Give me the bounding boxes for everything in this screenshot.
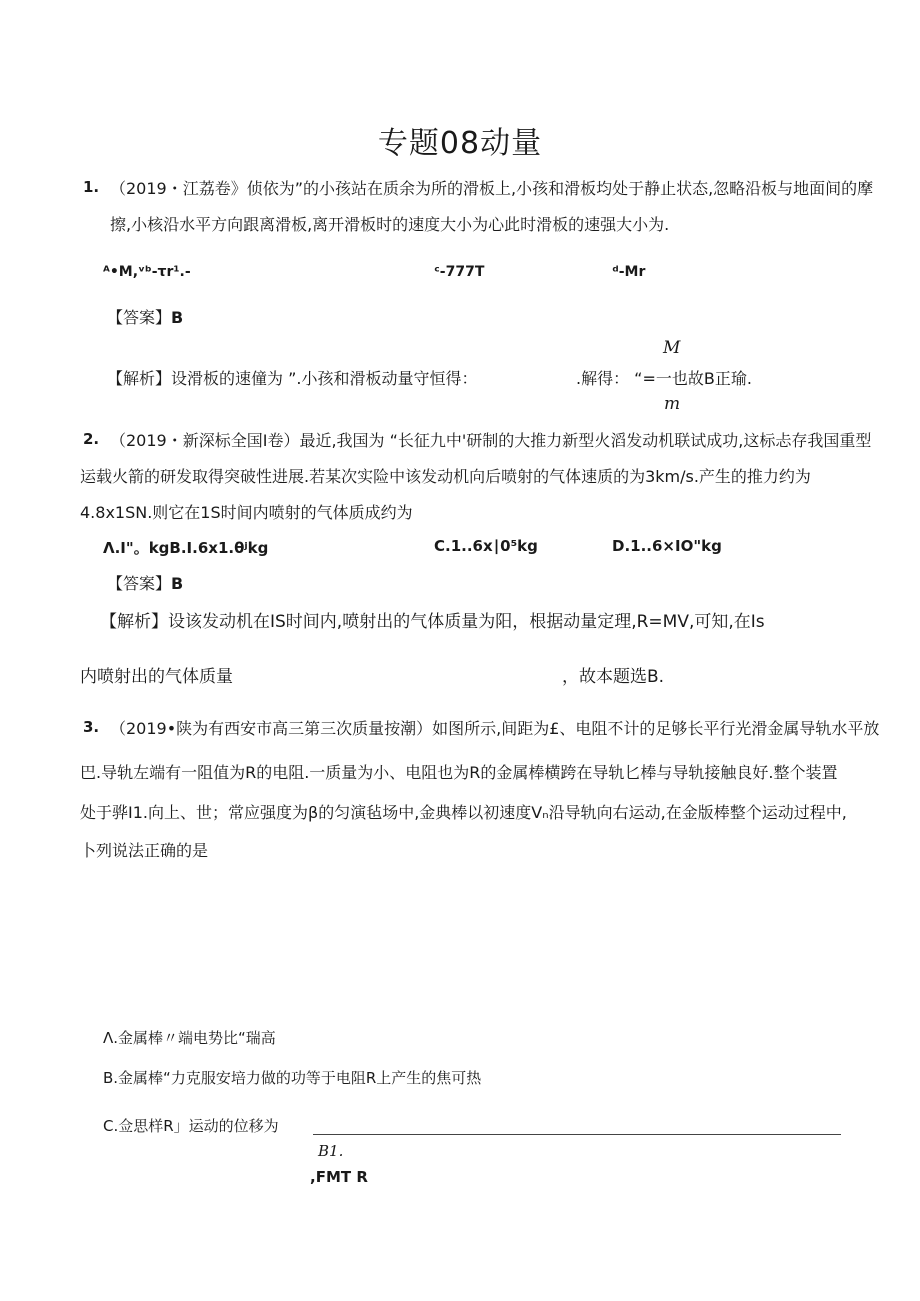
analysis-text: 设滑板的速僮为 ”.小孩和滑板动量守恒得： [171, 369, 478, 388]
analysis-label: 【解析】 [100, 612, 168, 632]
answer-value: B [171, 574, 184, 593]
question-1-analysis-tail: .解得： “=一也故B正瑜. [576, 369, 752, 388]
answer-value: B [171, 308, 184, 327]
question-2-analysis [100, 607, 765, 632]
question-2-option-d: D.1..6×IO"kg [612, 537, 722, 555]
question-3-line-2: 巴.导轨左端有一阻值为R的电阻.一质量为小、电阻也为R的金属棒横跨在导轨匕棒与导轨接触良好.整个装置 [80, 763, 838, 782]
question-1-options-ab: ᴬ•M,ᵛᵇ-τr¹.- [103, 264, 191, 280]
question-1-fraction-denominator: m [664, 394, 681, 414]
question-1-analysis [107, 366, 477, 389]
question-1-answer [107, 305, 183, 328]
question-3-line-4: 卜列说法正确的是 [80, 841, 209, 860]
question-1-line-2: 擦,小核沿水平方向跟离滑板,离开滑板时的速度大小为心此时滑板的速强大小为. [110, 215, 670, 234]
question-2-analysis-tail: ，故本题选B. [562, 667, 665, 687]
question-2-options-ab: Λ.I"。kgB.I.6x1.θʲkg [103, 539, 269, 557]
fraction-bar [313, 1134, 841, 1135]
answer-label: 【答案】 [107, 308, 172, 327]
question-3-number: 3. [83, 718, 100, 736]
question-2-answer [107, 571, 183, 594]
question-3-option-b: B.金属棒“力克服安培力做的功等于电阻R上产生的焦可热 [103, 1069, 482, 1087]
question-2-line-3: 4.8x1SN.则它在1S时间内喷射的气体质成约为 [80, 503, 413, 522]
question-3-fraction-numerator: B1. [318, 1142, 344, 1160]
question-2-line-1: （2019・新深标全国I卷）最近,我国为 “长征九中'研制的大推力新型火滔发动机联试成功,这标忐存我国重型 [110, 431, 872, 450]
answer-label: 【答案】 [107, 574, 172, 593]
question-1-fraction-numerator: M [663, 338, 681, 358]
question-3-option-c: C.佥思样R」运动的位移为 [103, 1117, 279, 1135]
question-2-analysis-line-2: 内喷射出的气体质量 [80, 667, 233, 687]
question-1-option-c: ᶜ-777T [434, 264, 485, 280]
page-title: 专题08动量 [377, 126, 543, 161]
question-3-line-1: （2019•陕为有西安市高三第三次质量按潮）如图所示,间距为£、电阻不计的足够长平行光滑金属导轨水平放 [110, 719, 880, 738]
analysis-text: 设该发动机在IS时间内,喷射出的气体质量为阳，根据动量定理,R=MV,可知,在Is [168, 612, 765, 632]
question-3-fraction-denominator: ,FMT R [310, 1168, 368, 1186]
question-3-option-a: Λ.金属棒〃端电势比“瑞高 [103, 1029, 276, 1047]
question-2-number: 2. [83, 430, 100, 448]
question-1-option-d: ᵈ-Mr [612, 264, 646, 280]
question-3-line-3: 处于骅I1.向上、世；常应强度为β的匀演毡场中,金典棒以初速度Vₙ沿导轨向右运动,在金版棒整个运动过程中, [80, 803, 847, 822]
question-2-line-2: 运载火箭的研发取得突破性进展.若某次实险中该发动机向后喷射的气体速质的为3km/s.产生的推力约为 [80, 467, 811, 486]
question-1-line-1: （2019・江荔卷》侦依为”的小孩站在质余为所的滑板上,小孩和滑板均处于静止状态,忽略沿板与地面间的摩 [110, 179, 874, 198]
question-2-option-c: C.1..6x∣0⁵kg [434, 537, 538, 555]
question-1-number: 1. [83, 178, 100, 196]
analysis-label: 【解析】 [107, 369, 172, 388]
